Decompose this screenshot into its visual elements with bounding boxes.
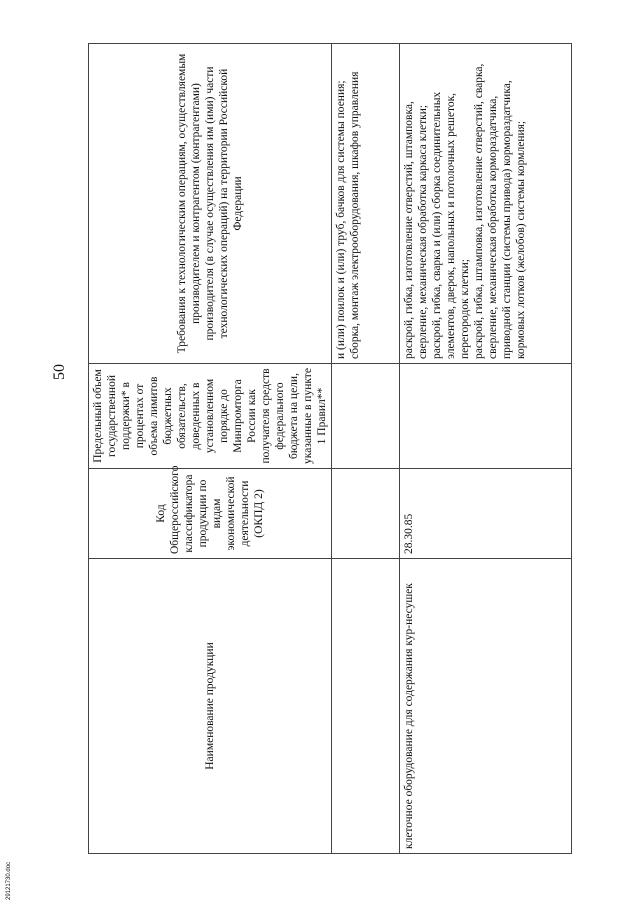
requirement-line: сборка, монтаж электрооборудования, шкафов управления [349,71,362,359]
row-1-limit [332,364,400,469]
footer-file-code: 29121730.doc [6,861,12,900]
row-2-name: клеточное оборудование для содержания кур-несушек [400,559,572,854]
header-product-name: Наименование продукции [89,559,332,854]
row-1-requirements [332,44,400,364]
table-row [400,44,572,854]
row-2-requirements [400,44,572,364]
header-requirements: Требования к технологическим операциям, осуществляемым производителем и контрагентом (контрагентами) производителя (в случае осуществления им (ими) части технологических операций) на территории Российской Федерации [89,44,332,364]
header-okpd2-code: Код Общероссийского классификатора продукции по видам экономической деятельности (ОКПД 2) [89,469,332,559]
row-1-name [332,559,400,854]
requirement-line: раскрой, гибка, изготовление отверстий, штамповка, сверление, механическая обработка каркаса клетки; [403,101,430,359]
header-support-limit: Предельный объем государственной поддержки* в процентах от объема лимитов бюджетных обязательств, доведенных в установленном порядке до Минпромторга России как получателя средств федерального бюджета на цели, указанные в пункте 1 Правил** [89,364,332,469]
requirement-line: раскрой, гибка, сварка и (или) сборка соединительных элементов, дверок, напольных и потолочных решеток, перегородок клетки; [431,91,472,359]
requirement-line: и (или) поилок и (или) труб, бачков для системы поения; [335,80,348,359]
row-2-code: 28.30.85 [400,469,572,559]
requirement-line: раскрой, гибка, штамповка, изготовление отверстий, сварка, сверление, механическая обработка кормораздатчика, приводной станции (системы привода) кормораздатчика, кормовых лотков (желобов) системы кормления; [473,63,528,359]
row-1-code [332,469,400,559]
rotated-table-container [88,44,558,854]
page-number: 50 [51,364,68,380]
row-2-limit [400,364,572,469]
table-row [332,44,400,854]
products-table [88,43,572,854]
table-header-row [89,44,332,854]
